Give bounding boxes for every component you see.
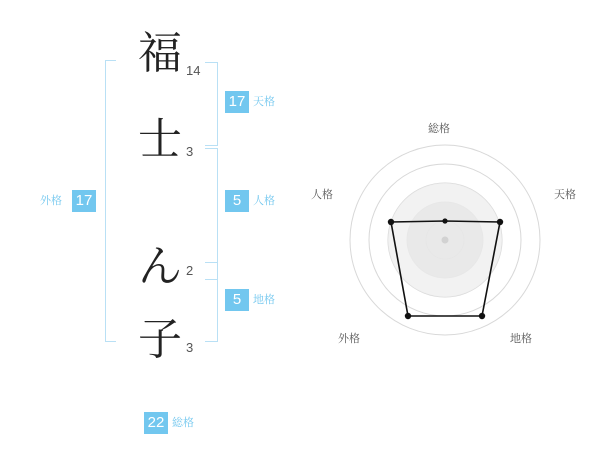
radar-axis-label-jinkaku: 人格	[311, 188, 333, 201]
name-character-1: 福	[138, 28, 182, 79]
badge-chikaku-label: 地格	[253, 293, 275, 306]
radar-axis-label-soukaku: 総格	[428, 122, 450, 135]
badge-soukaku-value: 22	[144, 412, 168, 434]
radar-axis-label-tenkaku: 天格	[554, 188, 576, 201]
stroke-count-4: 3	[186, 340, 194, 355]
radar-chart-panel	[300, 0, 600, 470]
stroke-count-1: 14	[186, 63, 201, 78]
badge-gaikaku-label: 外格	[40, 194, 62, 207]
chikaku-bracket	[205, 262, 218, 342]
outer-bracket	[105, 60, 116, 342]
name-character-4: 子	[138, 314, 182, 365]
stroke-count-3: 2	[186, 263, 194, 278]
badge-tenkaku-label: 天格	[253, 95, 275, 108]
radar-axis-label-gaikaku: 外格	[338, 332, 360, 345]
badge-soukaku-label: 総格	[172, 416, 194, 429]
name-character-2: 士	[138, 114, 182, 165]
radar-axis-label-chikaku: 地格	[510, 332, 532, 345]
stroke-count-2: 3	[186, 144, 194, 159]
jinkaku-bracket	[205, 148, 218, 280]
name-character-3: ん	[138, 241, 182, 292]
badge-jinkaku-label: 人格	[253, 194, 275, 207]
badge-chikaku-value: 5	[225, 289, 249, 311]
badge-jinkaku-value: 5	[225, 190, 249, 212]
badge-tenkaku-value: 17	[225, 91, 249, 113]
badge-gaikaku-value: 17	[72, 190, 96, 212]
tenkaku-bracket	[205, 62, 218, 146]
radar-chart-svg	[300, 0, 600, 470]
radar-center-dot	[442, 237, 449, 244]
